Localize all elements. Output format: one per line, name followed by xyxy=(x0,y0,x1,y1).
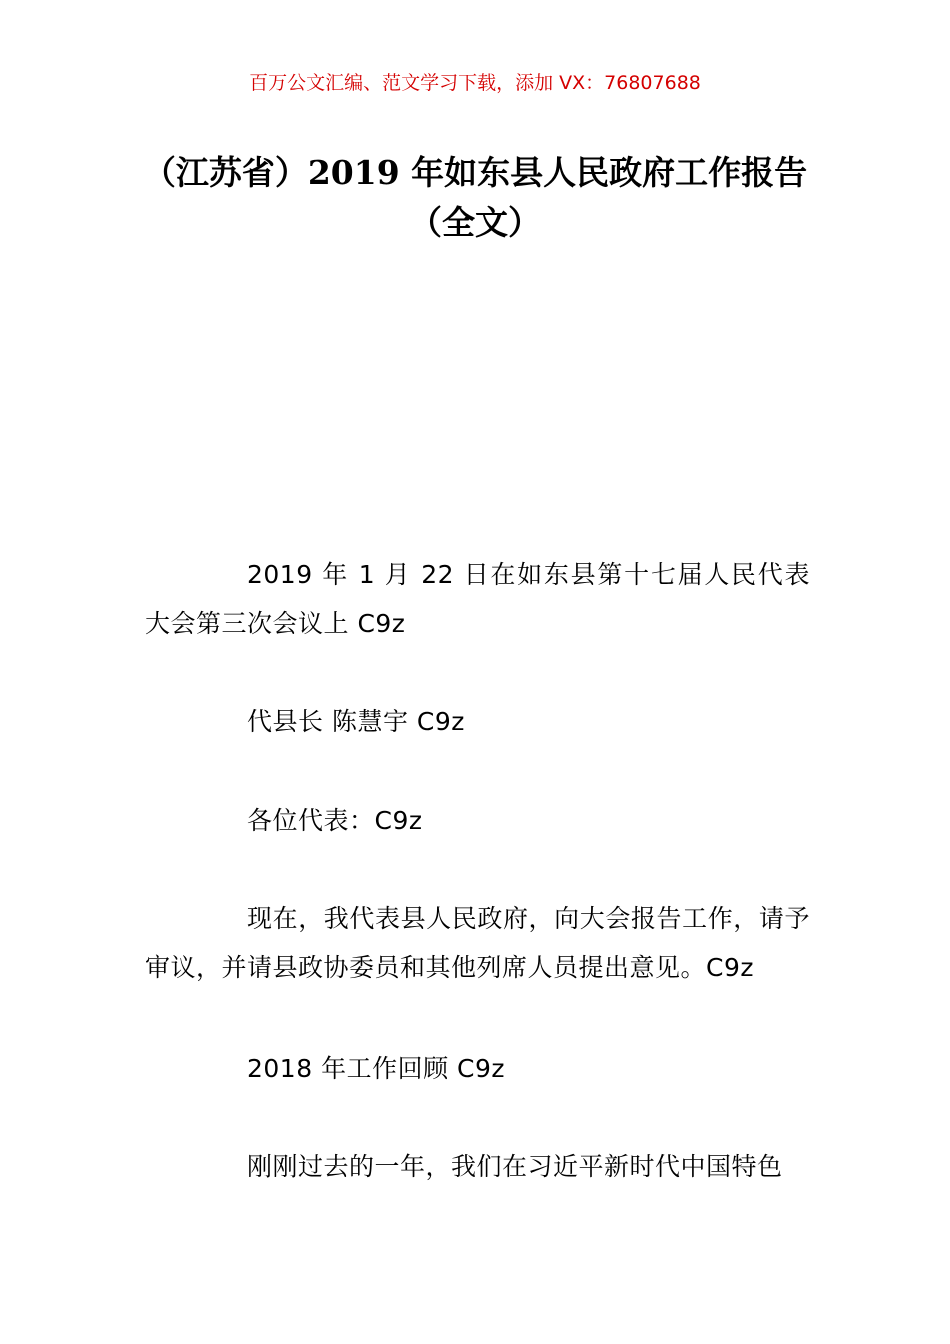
header-notice: 百万公文汇编、范文学习下载，添加 VX：76807688 xyxy=(249,72,701,94)
section-heading-review: 2018 年工作回顾 C9z xyxy=(247,1054,506,1083)
document-title: （江苏省）2019 年如东县人民政府工作报告（全文） xyxy=(142,153,808,242)
paragraph-opening: 现在，我代表县人民政府，向大会报告工作，请予审议，并请县政协委员和其他列席人员提出意见。C9z xyxy=(145,904,810,982)
paragraph-review-start: 刚刚过去的一年，我们在习近平新时代中国特色 xyxy=(247,1152,783,1181)
paragraph-speaker: 代县长 陈慧宇 C9z xyxy=(247,707,465,736)
paragraph-meeting-info: 2019 年 1 月 22 日在如东县第十七届人民代表大会第三次会议上 C9z xyxy=(145,560,810,638)
paragraph-salutation: 各位代表：C9z xyxy=(247,806,423,835)
